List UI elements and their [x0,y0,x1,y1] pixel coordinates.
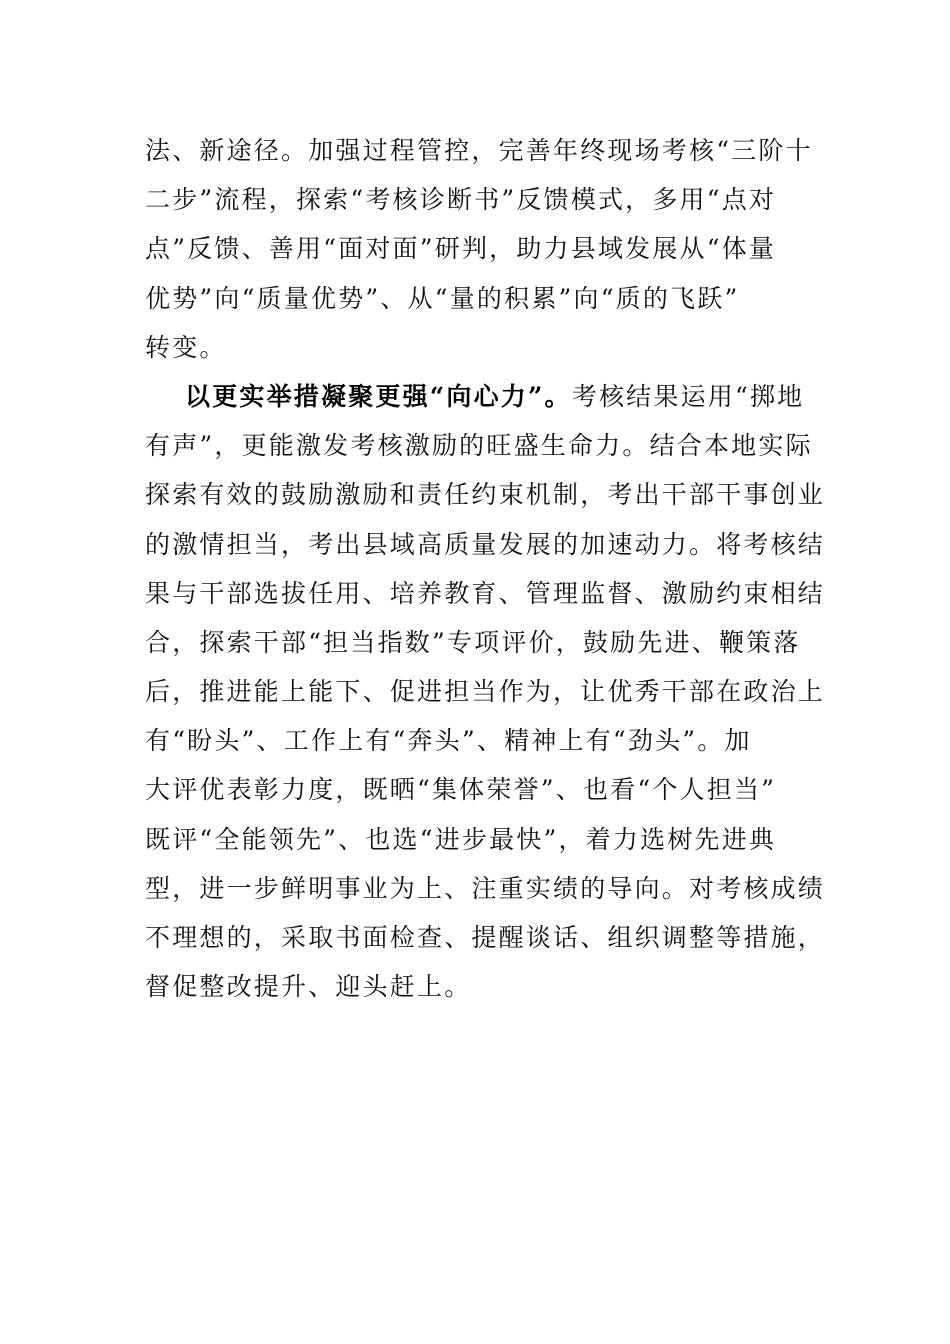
text-line: 督促整改提升、迎头赶上。 [145,972,472,1002]
paragraph-1 [145,126,813,372]
text-line: 有声”，更能激发考核激励的旺盛生命力。结合本地实际 [145,431,813,461]
paragraph-2 [145,372,826,1011]
text-line: 果与干部选拔任用、培养教育、管理监督、激励约束相结 [145,578,826,608]
text-line: 转变。 [145,332,227,362]
text-line: 大评优表彰力度，既晒“集体荣誉”、也看“个人担当” [145,775,777,805]
text-line-first [145,372,810,421]
text-line: 探索有效的鼓励激励和责任约束机制，考出干部干事创业 [145,480,826,510]
text-line: 的激情担当，考出县域高质量发展的加速动力。将考核结 [145,529,826,559]
text-line: 有“盼头”、工作上有“奔头”、精神上有“劲头”。加 [145,726,752,756]
text-line: 二步”流程，探索“考核诊断书”反馈模式，多用“点对 [145,185,777,215]
text-line: 不理想的，采取书面检查、提醒谈话、组织调整等措施， [145,923,826,952]
text-line: 优势”向“质量优势”、从“量的积累”向“质的飞跃” [145,283,740,313]
text-line: 合，探索干部“担当指数”专项评价，鼓励先进、鞭策落 [145,627,801,657]
text-line: 型，进一步鲜明事业为上、注重实绩的导向。对考核成绩 [145,873,826,903]
text-line: 既评“全能领先”、也选“进步最快”，着力选树先进典 [145,824,777,854]
text-line: 点”反馈、善用“面对面”研判，助力县域发展从“体量 [145,234,777,264]
heading-rest-text: 考核结果运用“掷地 [571,381,805,411]
text-line: 法、新途径。加强过程管控，完善年终现场考核“三阶十 [145,136,813,165]
paragraph-heading: 以更实举措凝聚更强“向心力”。 [185,381,572,411]
text-line: 后，推进能上能下、促进担当作为，让优秀干部在政治上 [145,677,826,707]
body-text [145,126,826,1011]
